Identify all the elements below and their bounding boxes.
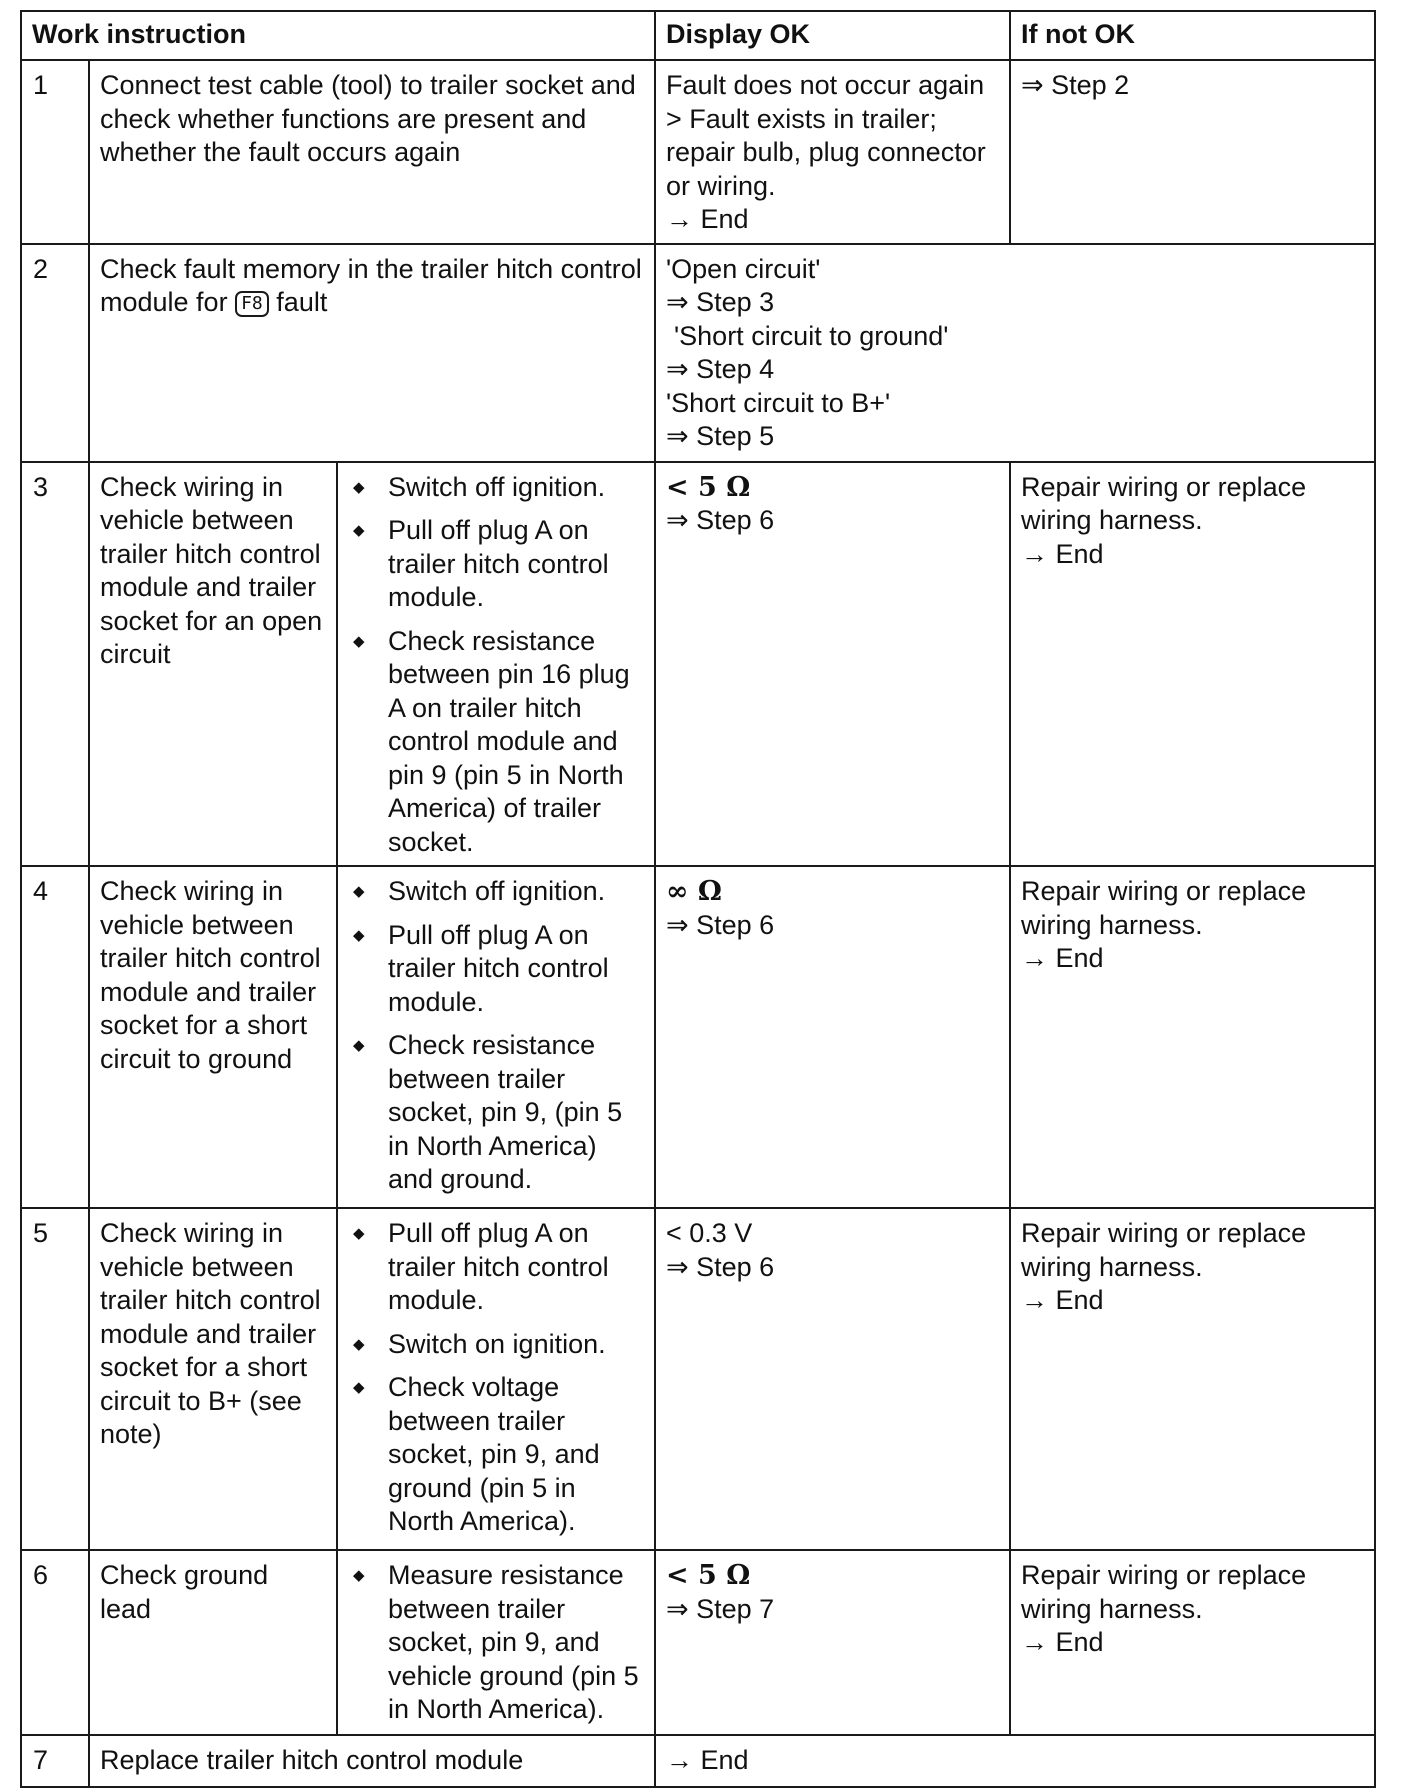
table-row — [21, 1208, 1375, 1550]
if-not-ok — [1010, 1208, 1375, 1550]
display-ok — [655, 462, 1010, 867]
display-ok-value: < 5 Ω — [666, 1560, 751, 1591]
fault-code-key: F8 — [235, 291, 269, 317]
if-not-ok — [1010, 60, 1375, 244]
display-ok-line: ⇒ Step 3 — [666, 287, 775, 317]
if-not-ok-line: Repair wiring or replace wiring harness. — [1021, 1560, 1307, 1624]
display-ok-line: or wiring. — [666, 170, 776, 201]
procedure-steps — [337, 1550, 655, 1735]
work-instruction: Check wiring in vehicle between trailer hitch control module and trailer socket for a short circuit to ground — [89, 866, 337, 1208]
display-ok-value: < 5 Ω — [666, 471, 751, 503]
display-ok — [655, 1735, 1375, 1787]
work-instruction-text: fault — [276, 287, 328, 317]
if-not-ok-line: Repair wiring or replace wiring harness. — [1021, 471, 1307, 535]
table-row — [21, 866, 1375, 1208]
display-ok-line: ⇒ Step 6 — [666, 1251, 775, 1282]
step-number: 7 — [21, 1735, 89, 1787]
display-ok-value: < 0.3 V — [666, 1218, 753, 1248]
if-not-ok-line: → End — [1021, 943, 1104, 973]
display-ok — [655, 244, 1375, 462]
display-ok-line: ⇒ Step 4 — [666, 354, 775, 384]
table-row — [21, 244, 1375, 462]
display-ok-line: ⇒ Step 5 — [666, 421, 775, 451]
table-row — [21, 1735, 1375, 1787]
procedure-step: ◆ Switch off ignition. — [348, 471, 644, 505]
procedure-step: ◆ Switch on ignition. — [348, 1328, 644, 1362]
if-not-ok-line: Repair wiring or replace wiring harness. — [1021, 1218, 1307, 1282]
procedure-step: ◆ Check resistance between pin 16 plug A on trailer hitch control module and pin 9 (pin 5 in North America) of trailer socket. — [348, 625, 644, 860]
procedure-steps — [337, 866, 655, 1208]
display-ok-line: → End — [666, 1745, 749, 1775]
procedure-steps — [337, 462, 655, 867]
display-ok — [655, 866, 1010, 1208]
table-header-row — [21, 11, 1375, 60]
procedure-step: ◆ Check resistance between trailer socket, pin 9, (pin 5 in North America) and ground. — [348, 1029, 644, 1197]
header-if-not-ok: If not OK — [1010, 11, 1375, 60]
procedure-step: ◆ Pull off plug A on trailer hitch control module. — [348, 919, 644, 1020]
procedure-step: ◆ Pull off plug A on trailer hitch control module. — [348, 1217, 644, 1318]
work-instruction-text: Check fault memory in the trailer hitch control module for — [100, 253, 642, 317]
step-number: 3 — [21, 462, 89, 867]
display-ok-line: ⇒ Step 6 — [666, 909, 775, 940]
header-work-instruction: Work instruction — [21, 11, 655, 60]
display-ok — [655, 1208, 1010, 1550]
work-instruction: Replace trailer hitch control module — [89, 1735, 655, 1787]
step-number: 6 — [21, 1550, 89, 1735]
table-row — [21, 462, 1375, 867]
display-ok-line: → End — [666, 204, 749, 234]
display-ok-line: ⇒ Step 6 — [666, 505, 775, 535]
display-ok-line: 'Short circuit to B+' — [666, 387, 891, 418]
if-not-ok — [1010, 866, 1375, 1208]
step-number: 2 — [21, 244, 89, 462]
display-ok-line: > Fault exists in trailer; — [666, 103, 937, 134]
procedure-step: ◆ Measure resistance between trailer socket, pin 9, and vehicle ground (pin 5 in North America). — [348, 1559, 644, 1727]
work-instruction-table — [20, 10, 1376, 1788]
display-ok — [655, 60, 1010, 244]
if-not-ok — [1010, 462, 1375, 867]
procedure-steps — [337, 1208, 655, 1550]
if-not-ok-line: → End — [1021, 1627, 1104, 1657]
if-not-ok-line: Repair wiring or replace wiring harness. — [1021, 876, 1307, 940]
step-number: 5 — [21, 1208, 89, 1550]
if-not-ok-line: → End — [1021, 538, 1104, 569]
procedure-step: ◆ Switch off ignition. — [348, 875, 644, 909]
if-not-ok-line: → End — [1021, 1285, 1104, 1315]
table-row — [21, 1550, 1375, 1735]
display-ok-line: 'Open circuit' — [666, 253, 821, 284]
step-number: 1 — [21, 60, 89, 244]
if-not-ok-line: ⇒ Step 2 — [1021, 70, 1130, 100]
header-display-ok: Display OK — [655, 11, 1010, 60]
step-number: 4 — [21, 866, 89, 1208]
display-ok-line: 'Short circuit to ground' — [674, 320, 949, 351]
procedure-step: ◆ Check voltage between trailer socket, pin 9, and ground (pin 5 in North America). — [348, 1371, 644, 1539]
work-instruction: Check wiring in vehicle between trailer hitch control module and trailer socket for an open circuit — [89, 462, 337, 867]
display-ok-line: Fault does not occur again — [666, 70, 985, 100]
display-ok-value: ∞ Ω — [666, 876, 722, 907]
display-ok-line: ⇒ Step 7 — [666, 1593, 775, 1624]
table-row — [21, 60, 1375, 244]
display-ok — [655, 1550, 1010, 1735]
work-instruction — [89, 244, 655, 462]
work-instruction: Check wiring in vehicle between trailer hitch control module and trailer socket for a short circuit to B+ (see note) — [89, 1208, 337, 1550]
work-instruction: Check ground lead — [89, 1550, 337, 1735]
if-not-ok — [1010, 1550, 1375, 1735]
procedure-step: ◆ Pull off plug A on trailer hitch control module. — [348, 514, 644, 615]
work-instruction: Connect test cable (tool) to trailer socket and check whether functions are present and whether the fault occurs again — [89, 60, 655, 244]
display-ok-line: repair bulb, plug connector — [666, 137, 986, 167]
